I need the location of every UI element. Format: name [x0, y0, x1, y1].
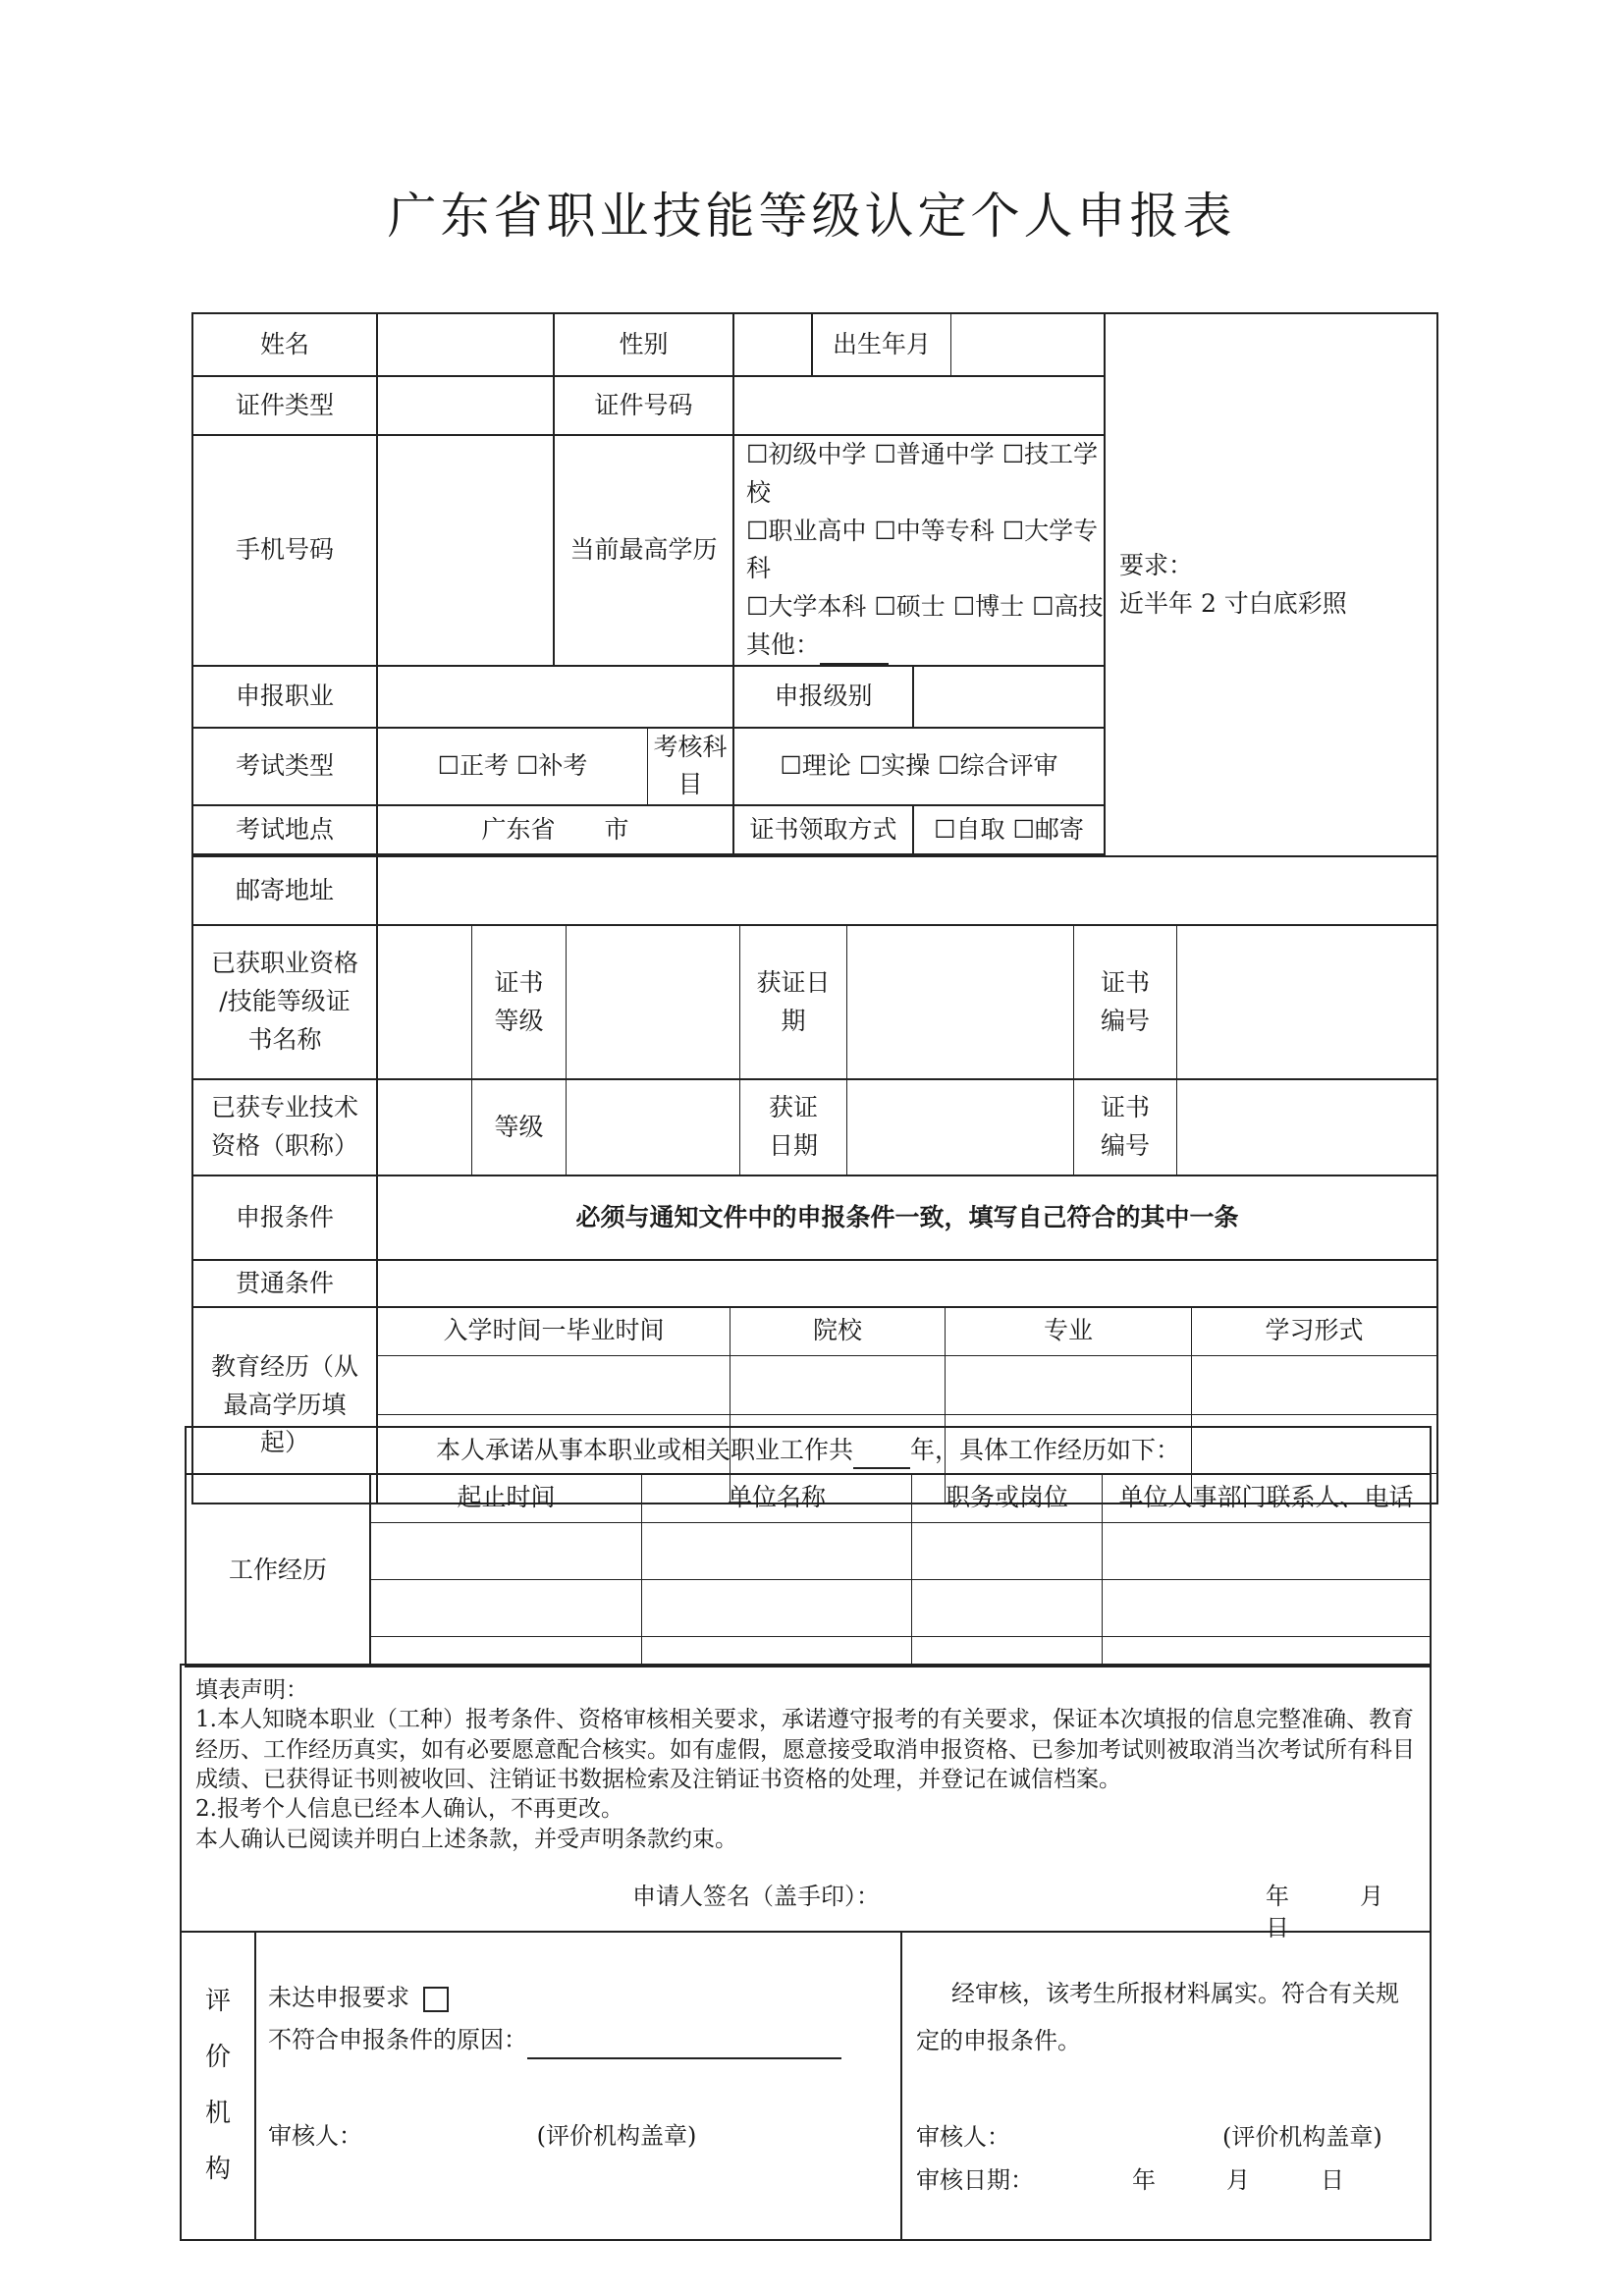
declaration-p1: 1.本人知晓本职业（工种）报考条件、资格审核相关要求，承诺遵守报考的有关要求，保证本次填报的信息完整准确、教育经历、工作经历真实，如有必要愿意配合核实。如有虚假，愿意接受取消申报资格、已参加考试则被取消当次考试所有科目成绩、已获得证书则被收回、注销证书数据检索及注销证书资格的处理，并登记在诚信档案。 [195, 1707, 1415, 1793]
declaration-p3: 本人确认已阅读并明白上述条款，并受声明条款约束。 [195, 1826, 737, 1852]
table-row [371, 1637, 1430, 1666]
education-other-blank[interactable] [820, 643, 889, 665]
gender-field[interactable] [733, 313, 812, 376]
education-label: 当前最高学历 [554, 435, 733, 666]
prof-date-label: 获证 日期 [740, 1080, 847, 1175]
work-header: 起止时间 [371, 1475, 642, 1522]
edu-header: 入学时间一毕业时间 [378, 1308, 730, 1355]
name-label: 姓名 [192, 313, 377, 376]
id-number-label: 证件号码 [554, 376, 733, 435]
applicant-sign-date[interactable]: 年 月 日 [1266, 1883, 1454, 1941]
approval-line2: 定的申报条件。 [916, 2026, 1081, 2054]
mail-address-label: 邮寄地址 [192, 856, 377, 925]
phone-label: 手机号码 [192, 435, 377, 666]
phone-field[interactable] [377, 435, 554, 666]
work-history-label: 工作经历 [186, 1474, 370, 1667]
declaration-p2: 2.报考个人信息已经本人确认，不再更改。 [195, 1796, 623, 1823]
approval-line1: 经审核，该考生所报材料属实。符合有关规 [951, 1980, 1399, 2008]
reason-row[interactable]: 不符合申报条件的原因： [268, 2021, 889, 2058]
prof-no-label: 证书 编号 [1074, 1080, 1177, 1175]
exam-type-label: 考试类型 [192, 728, 377, 806]
cert-date-field[interactable] [847, 926, 1074, 1078]
applicant-signature-label[interactable]: 申请人签名（盖手印）： [632, 1883, 880, 1911]
edu-history-label: 教育经历（从 最高学历填 起） [192, 1307, 377, 1503]
prof-no-field[interactable] [1177, 1080, 1437, 1175]
education-options[interactable] [733, 435, 1105, 666]
birth-field[interactable] [951, 314, 1105, 375]
table-row [371, 1579, 1430, 1636]
work-history-table [185, 1426, 1432, 1667]
id-type-label: 证件类型 [192, 376, 377, 435]
edu-header: 专业 [946, 1308, 1192, 1355]
prof-qual-label: 已获专业技术 资格（职称） [192, 1079, 377, 1175]
declaration-heading: 填表声明： [195, 1677, 308, 1703]
edu-header: 学习形式 [1192, 1308, 1437, 1355]
not-met-checkbox[interactable] [423, 1987, 449, 2012]
conditions-label: 申报条件 [192, 1175, 377, 1260]
obtained-cert-label: 已获职业资格 /技能等级证 书名称 [192, 925, 377, 1079]
occupation-field[interactable] [377, 666, 733, 728]
prof-name-field[interactable] [378, 1080, 472, 1175]
declaration-block [181, 1665, 1454, 1941]
name-field[interactable] [377, 313, 554, 376]
table-row [371, 1522, 1430, 1579]
subject-options[interactable]: ☐理论 ☐实操 ☐综合评审 [733, 728, 1105, 806]
level-label: 申报级别 [733, 666, 913, 728]
prof-date-field[interactable] [847, 1080, 1074, 1175]
exam-place-field[interactable]: 广东省 市 [377, 805, 733, 854]
photo-area[interactable] [1105, 313, 1437, 856]
page-title: 广东省职业技能等级认定个人申报表 [387, 188, 1236, 245]
review-date-label: 审核日期： [916, 2166, 1034, 2195]
photo-requirement-text: 近半年 2 寸白底彩照 [1119, 588, 1347, 618]
through-field[interactable] [377, 1260, 1437, 1307]
education-option-row[interactable]: ☐职业高中 ☐中等专科 ☐大学专科 [746, 516, 1099, 583]
prof-grade-label: 等级 [472, 1080, 567, 1175]
cert-name-field[interactable] [378, 926, 472, 1078]
education-option-row[interactable]: ☐大学本科 ☐硕士 ☐博士 ☐高技 [746, 592, 1104, 621]
gender-label: 性别 [554, 313, 733, 376]
cert-no-field[interactable] [1177, 926, 1437, 1078]
declaration-table [180, 1664, 1454, 2241]
conditions-field[interactable]: 必须与通知文件中的申报条件一致，填写自己符合的其中一条 [377, 1175, 1437, 1260]
cert-no-label: 证书 编号 [1074, 926, 1177, 1078]
reason-blank[interactable] [527, 2038, 841, 2059]
through-label: 贯通条件 [192, 1260, 377, 1307]
personal-info-table [191, 312, 1438, 1504]
work-header: 单位名称 [642, 1475, 912, 1522]
work-years-blank[interactable] [853, 1448, 910, 1469]
not-met-row[interactable]: 未达申报要求 [268, 1974, 889, 2021]
table-row [378, 1355, 1436, 1414]
cert-collect-label: 证书领取方式 [733, 805, 913, 854]
education-option-row[interactable]: ☐初级中学 ☐普通中学 ☐技工学校 [746, 440, 1099, 507]
cert-grade-label: 证书 等级 [472, 926, 567, 1078]
work-header: 单位人事部门联系人、电话 [1103, 1475, 1431, 1522]
cert-grade-field[interactable] [567, 926, 740, 1078]
occupation-label: 申报职业 [192, 666, 377, 728]
edu-header: 院校 [730, 1308, 946, 1355]
work-header: 职务或岗位 [912, 1475, 1103, 1522]
evaluation-rejection [255, 1932, 901, 2240]
exam-place-label: 考试地点 [192, 805, 377, 854]
photo-requirement-label: 要求： [1119, 550, 1194, 579]
seal-left-label: (评价机构盖章) [536, 2121, 697, 2150]
evaluation-org-label: 评 价 机 构 [181, 1932, 255, 2240]
work-commitment[interactable]: 本人承诺从事本职业或相关职业工作共 年，具体工作经历如下： [186, 1427, 1431, 1474]
birth-label: 出生年月 [813, 314, 951, 375]
exam-type-options[interactable]: ☐正考 ☐补考 [378, 729, 648, 805]
reviewer-left-label: 审核人： [268, 2121, 362, 2150]
prof-grade-field[interactable] [567, 1080, 740, 1175]
id-number-field[interactable] [733, 376, 1105, 435]
level-field[interactable] [913, 666, 1105, 728]
reviewer-right-label: 审核人： [916, 2123, 1010, 2152]
evaluation-approval [901, 1932, 1431, 2240]
cert-date-label: 获证日 期 [740, 926, 847, 1078]
mail-address-field[interactable] [377, 856, 1437, 925]
review-date-value[interactable]: 年 月 日 [1132, 2166, 1344, 2195]
id-type-field[interactable] [377, 376, 554, 435]
seal-right-label: (评价机构盖章) [1222, 2123, 1382, 2152]
cert-collect-options[interactable]: ☐自取 ☐邮寄 [913, 805, 1105, 854]
education-other[interactable]: 其他： [746, 627, 1104, 665]
subject-label: 考核科目 [648, 729, 733, 805]
